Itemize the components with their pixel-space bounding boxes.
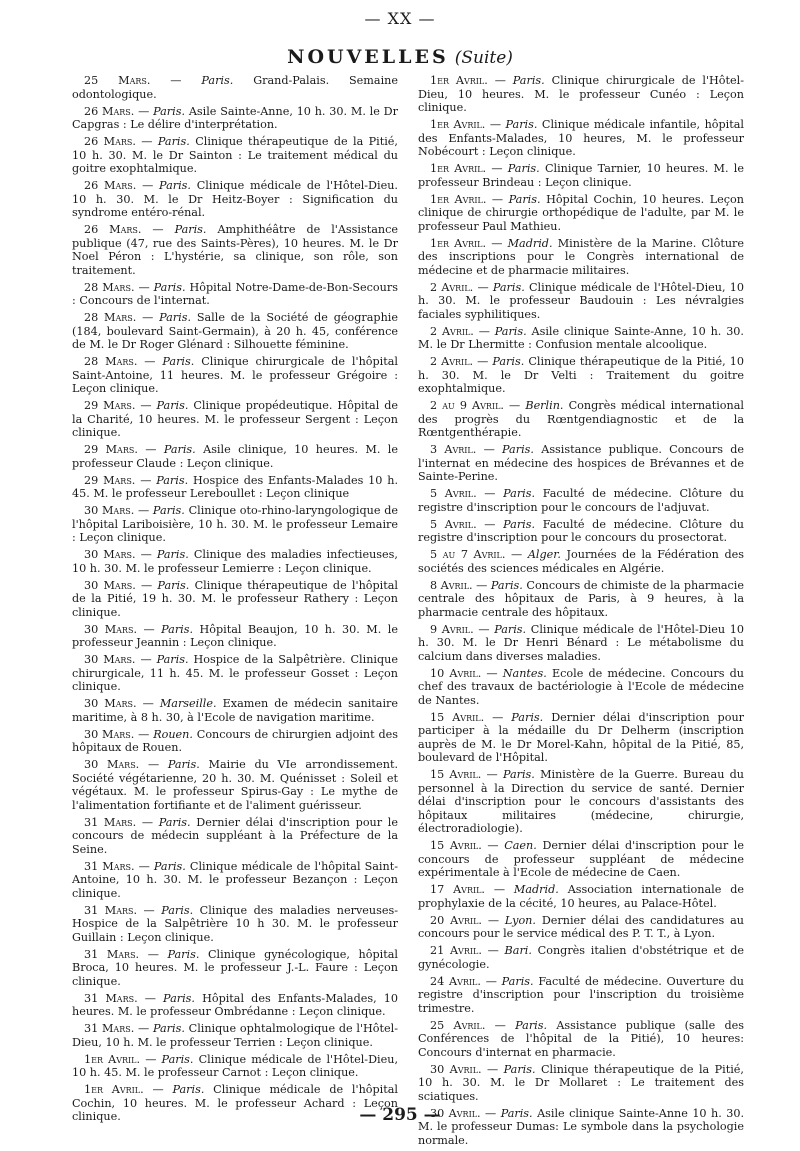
entry-place: Bari. — [504, 944, 532, 957]
news-entry: 30 Mars. — Paris. Mairie du VIe arrondissement. Société végétarienne, 20 h. 30. M. Quénisset : Soleil et végétaux. M. le professeur Spirus-Gay : Le mythe de l'alimentation fortifiante et de l'aliment guérisseur. — [72, 758, 398, 812]
news-entry: 24 Avril. — Paris. Faculté de médecine. Ouverture du registre d'inscription pour l'inscription du troisième trimestre. — [418, 974, 744, 1015]
entry-text: Faculté de médecine. Clôture du registre d'inscription pour le concours du prosectorat. — [418, 517, 744, 544]
news-entry: 2 Avril. — Paris. Asile clinique Sainte-Anne, 10 h. 30. M. le Dr Lhermitte : Confusion mentale alcoolique. — [418, 324, 744, 351]
entry-text: Congrès médical international des progrès du Rœntgendiagnostic et de la Rœntgenthérapie. — [418, 399, 744, 439]
entry-place: Paris. — [163, 443, 196, 456]
entry-date: 31 Mars. — [84, 991, 138, 1005]
entry-text: Salle de la Société de géographie (184, boulevard Saint-Germain), à 20 h. 45, conférence de M. le Dr Roger Glénard : Silhouette féminine. — [72, 311, 398, 351]
entry-date: 1er Avril. — [430, 74, 488, 87]
entry-place: Madrid. — [507, 236, 553, 250]
entry-date: 29 Mars. — [84, 473, 136, 487]
entry-place: Madrid. — [513, 883, 559, 896]
entry-place: Paris. — [163, 991, 195, 1005]
entry-place: Paris. — [161, 622, 194, 636]
entry-place: Paris. — [156, 399, 189, 412]
entry-text: Dernier délai des candidatures au concours pour le service médical des P. T. T., à Lyon. — [418, 913, 745, 940]
entry-text: Asile Sainte-Anne, 10 h. 30. M. le Dr Capgras : Le délire d'interprétation. — [72, 104, 398, 131]
news-entry: 31 Mars. — Paris. Clinique médicale de l'hôpital Saint-Antoine, 10 h. 30. M. le professeur Bezançon : Leçon clinique. — [72, 859, 398, 900]
section-title — [0, 46, 800, 68]
entry-date: 1er Avril. — [430, 236, 487, 250]
entry-text: Clinique thérapeutique de la Pitié, 10 h. 30. M. le Dr Mollaret : Le traitement des sciatiques. — [418, 1062, 744, 1103]
news-entry: 1er Avril. — Paris. Hôpital Cochin, 10 heures. Leçon clinique de chirurgie orthopédique de l'adulte, par M. le professeur Paul Mathieu. — [418, 192, 744, 233]
entry-date: 5 Avril. — [430, 517, 477, 531]
entry-date: 3 Avril. — [430, 443, 477, 456]
entry-place: Paris. — [161, 903, 194, 917]
entry-text: Clinique gynécologique, hôpital Broca, 10 heures. M. le professeur J.-L. Faure : Leçon clinique. — [72, 947, 398, 988]
entry-place: Marseille. — [159, 697, 217, 710]
entry-place: Paris. — [159, 311, 192, 324]
entry-text: Ecole de médecine. Concours du chef des travaux de bactériologie à l'Ecole de médecine de Nantes. — [418, 666, 745, 707]
entry-place: Paris. — [172, 1083, 205, 1096]
entry-place: Paris. — [503, 487, 536, 500]
news-entry: 28 Mars. — Paris. Salle de la Société de géographie (184, boulevard Saint-Germain), à 20 h. 45, conférence de M. le Dr Roger Glénard : Silhouette féminine. — [72, 311, 398, 351]
entry-place: Paris. — [167, 947, 200, 961]
title-main: NOUVELLES — [287, 46, 449, 68]
news-entry: 31 Mars. — Paris. Dernier délai d'inscription pour le concours de médecin suppléant à la Préfecture de la Seine. — [72, 815, 398, 856]
entry-text: Dernier délai d'inscription pour le concours de professeur suppléant de médecine expérimentale à l'Ecole de médecine de Caen. — [418, 839, 744, 879]
entry-text: Concours de chirurgien adjoint des hôpitaux de Rouen. — [72, 727, 398, 754]
news-entry: 5 Avril. — Paris. Faculté de médecine. Clôture du registre d'inscription pour le concours de l'adjuvat. — [418, 487, 744, 514]
entry-date: 21 Avril. — [430, 944, 482, 957]
entry-text: Clinique oto-rhino-laryngologique de l'hôpital Lariboisière, 10 h. 30. M. le professeur Lemaire : Leçon clinique. — [72, 504, 398, 544]
entry-text: Dernier délai d'inscription pour participer à la médaille du Dr Delherm (inscription auprès de M. le Dr Morel-Kahn, hôpital de la Pitié, 85, boulevard de l'Hôpital. — [418, 710, 744, 764]
news-entry: 2 Avril. — Paris. Clinique médicale de l'Hôtel-Dieu, 10 h. 30. M. le professeur Baudouin : Les névralgies faciales syphilitiques. — [418, 280, 744, 321]
entry-text: Ministère de la Marine. Clôture des inscriptions pour le Congrès international de médecine et de pharmacie militaires. — [418, 236, 744, 277]
entry-text: Asile clinique, 10 heures. M. le professeur Claude : Leçon clinique. — [72, 443, 398, 470]
news-entry: 30 Mars. — Marseille. Examen de médecin sanitaire maritime, à 8 h. 30, à l'Ecole de navigation maritime. — [72, 697, 398, 724]
news-entry: 30 Mars. — Paris. Clinique des maladies infectieuses, 10 h. 30. M. le professeur Lemierre : Leçon clinique. — [72, 548, 398, 575]
news-entry: 29 Mars. — Paris. Hospice des Enfants-Malades 10 h. 45. M. le professeur Lereboullet : Leçon clinique — [72, 473, 399, 500]
entry-text: Journées de la Fédération des sociétés des sciences médicales en Algérie. — [418, 548, 744, 575]
entry-date: 30 Mars. — [84, 622, 137, 636]
news-entry: 31 Mars. — Paris. Hôpital des Enfants-Malades, 10 heures. M. le professeur Ombrédanne : Leçon clinique. — [72, 991, 398, 1018]
entry-place: Paris. — [156, 473, 189, 487]
entry-place: Paris. — [201, 74, 234, 87]
entry-place: Paris. — [153, 280, 186, 294]
entry-text: Clinique des maladies nerveuses-Hospice de la Salpêtrière 10 h 30. M. le professeur Guillain : Leçon clinique. — [72, 903, 398, 944]
roman-page-number: — XX — — [364, 9, 436, 28]
entry-place: Paris. — [156, 653, 189, 666]
entry-date: 2 au 9 Avril. — [430, 399, 504, 412]
entry-date: 26 Mars. — [84, 135, 136, 148]
entry-date: 1er Avril. — [430, 118, 486, 131]
entry-text: Dernier délai d'inscription pour le concours de médecin suppléant à la Préfecture de la Seine. — [72, 815, 398, 856]
entry-date: 20 Avril. — [430, 913, 482, 927]
news-entry: 30 Avril. — Paris. Asile clinique Sainte-Anne 10 h. 30. M. le professeur Dumas: Le symbole dans la psychologie normale. — [418, 1106, 744, 1147]
entry-text: Association internationale de prophylaxie de la cécité, 10 heures, au Palace-Hôtel. — [418, 883, 744, 910]
entry-place: Caen. — [504, 839, 537, 852]
news-entry: 28 Mars. — Paris. Hôpital Notre-Dame-de-Bon-Secours : Concours de l'internat. — [72, 280, 398, 307]
entry-date: 9 Avril. — [430, 622, 474, 636]
entry-place: Paris. — [503, 1062, 536, 1076]
news-entry: 29 Mars. — Paris. Clinique propédeutique. Hôpital de la Charité, 10 heures. M. le professeur Sergent : Leçon clinique. — [72, 399, 399, 439]
entry-text: Faculté de médecine. Clôture du registre d'inscription pour le concours de l'adjuvat. — [418, 487, 744, 514]
entry-date: 30 Mars. — [84, 578, 136, 592]
entry-date: 30 Mars. — [84, 727, 135, 741]
entry-text: Clinique chirurgicale de l'hôpital Saint-Antoine, 11 heures. M. le professeur Grégoire : Leçon clinique. — [72, 355, 398, 395]
news-entry: 15 Avril. — Paris. Ministère de la Guerre. Bureau du personnel à la Direction du service de santé. Dernier délai d'inscription pour le concours d'assistants des hôpitaux militaires (médecine, chirurgie, électroradiologie). — [418, 768, 744, 835]
news-entry: 21 Avril. — Bari. Congrès italien d'obstétrique et de gynécologie. — [418, 944, 744, 971]
entry-text: Hospice des Enfants-Malades 10 h. 45. M. le professeur Lereboullet : Leçon clinique — [72, 473, 399, 500]
entry-text: Grand-Palais. Semaine odontologique. — [72, 74, 398, 101]
entry-text: Ministère de la Guerre. Bureau du personnel à la Direction du service de santé. Dernier délai d'inscription pour le concours d'assistants des hôpitaux militaires (médecine, chirurgie, électroradiologie). — [418, 768, 744, 835]
entry-place: Berlin. — [525, 399, 564, 412]
entry-text: Clinique Tarnier, 10 heures. M. le professeur Brindeau : Leçon clinique. — [418, 162, 744, 189]
news-entry: 26 Mars. — Paris. Asile Sainte-Anne, 10 h. 30. M. le Dr Capgras : Le délire d'interprétation. — [72, 104, 398, 131]
entry-date: 28 Mars. — [84, 311, 137, 324]
news-entry: 31 Mars. — Paris. Clinique ophtalmologique de l'Hôtel-Dieu, 10 h. M. le professeur Terrien : Leçon clinique. — [72, 1022, 398, 1049]
entry-text: Hôpital Cochin, 10 heures. Leçon clinique de chirurgie orthopédique de l'adulte, par M. le professeur Paul Mathieu. — [418, 192, 744, 233]
entry-place: Paris. — [511, 710, 544, 724]
entry-place: Paris. — [167, 758, 200, 771]
entry-date: 30 Mars. — [84, 548, 136, 561]
entry-place: Paris. — [162, 355, 195, 368]
news-entry: 15 Avril. — Paris. Dernier délai d'inscription pour participer à la médaille du Dr Delherm (inscription auprès de M. le Dr Morel-Kahn, hôpital de la Pitié, 85, boulevard de l'Hôpital. — [418, 710, 744, 764]
news-entry: 30 Mars. — Paris. Hôpital Beaujon, 10 h. 30. M. le professeur Jeannin : Leçon clinique. — [72, 622, 398, 649]
entry-date: 15 Avril. — [430, 768, 482, 781]
entry-place: Paris. — [515, 1018, 548, 1032]
entry-place: Paris. — [508, 192, 541, 206]
entry-text: Clinique chirurgicale de l'Hôtel-Dieu, 10 heures. M. le professeur Cunéo : Leçon clinique. — [418, 74, 745, 114]
news-entry: 26 Mars. — Paris. Clinique médicale de l'Hôtel-Dieu. 10 h. 30. M. le Dr Heitz-Boyer : Signification du syndrome entéro-rénal. — [72, 179, 398, 219]
entry-place: Rouen. — [153, 727, 193, 741]
entry-date: 31 Mars. — [84, 859, 135, 873]
news-entry: 2 au 9 Avril. — Berlin. Congrès médical international des progrès du Rœntgendiagnostic et de la Rœntgenthérapie. — [418, 399, 744, 439]
entry-text: Clinique ophtalmologique de l'Hôtel-Dieu, 10 h. M. le professeur Terrien : Leçon clinique. — [72, 1022, 398, 1049]
entry-date: 31 Mars. — [84, 903, 138, 917]
entry-place: Paris. — [159, 179, 191, 192]
entry-place: Alger. — [527, 548, 561, 561]
entry-date: 30 Mars. — [84, 758, 140, 771]
entry-date: 28 Mars. — [84, 280, 135, 294]
entry-place: Paris. — [490, 578, 523, 592]
news-entry: 1er Avril. — Paris. Clinique Tarnier, 10 heures. M. le professeur Brindeau : Leçon clinique. — [418, 162, 744, 189]
entry-date: 24 Avril. — [430, 974, 481, 988]
entry-text: Clinique propédeutique. Hôpital de la Charité, 10 heures. M. le professeur Sergent : Leçon clinique. — [72, 399, 399, 439]
entry-text: Clinique médicale de l'Hôtel-Dieu 10 h. 30. M. le Dr Henri Bénard : Le métabolisme du calcium dans diverses maladies. — [418, 622, 744, 663]
entry-date: 2 Avril. — [430, 355, 474, 368]
entry-text: Assistance publique. Concours de l'internat en médecine des hospices de Brévannes et de Sainte-Perine. — [418, 443, 744, 483]
news-entry: 28 Mars. — Paris. Clinique chirurgicale de l'hôpital Saint-Antoine, 11 heures. M. le professeur Grégoire : Leçon clinique. — [72, 355, 398, 395]
news-entry: 30 Mars. — Paris. Hospice de la Salpêtrière. Clinique chirurgicale, 11 h. 45. M. le professeur Gosset : Leçon clinique. — [72, 653, 398, 693]
entry-date: 26 Mars. — [84, 223, 142, 236]
entry-text: Hôpital Beaujon, 10 h. 30. M. le professeur Jeannin : Leçon clinique. — [72, 622, 398, 649]
entry-text: Faculté de médecine. Ouverture du registre d'inscription pour l'inscription du troisième trimestre. — [418, 974, 744, 1015]
entry-text: Mairie du VIe arrondissement. Société végétarienne, 20 h. 30. M. Quénisset : Soleil et végétaux. M. le professeur Spirus-Gay : Le mythe de l'alimentation fortifiante et de l'aliment guérisseur. — [72, 758, 398, 812]
news-entry: 31 Mars. — Paris. Clinique des maladies nerveuses-Hospice de la Salpêtrière 10 h 30. M. le professeur Guillain : Leçon clinique. — [72, 903, 398, 944]
entry-place: Paris. — [152, 504, 185, 517]
entry-date: 30 Mars. — [84, 697, 137, 710]
entry-date: 31 Mars. — [84, 1022, 135, 1035]
entry-date: 25 Avril. — [430, 1018, 486, 1032]
entry-text: Hôpital Notre-Dame-de-Bon-Secours : Concours de l'internat. — [72, 280, 398, 307]
entry-place: Paris. — [512, 74, 545, 87]
news-entry: 1er Avril. — Paris. Clinique médicale de l'hôpital Cochin, 10 heures. M. le professeur Achard : Leçon clinique. — [72, 1083, 398, 1123]
news-entry: 15 Avril. — Caen. Dernier délai d'inscription pour le concours de professeur suppléant de médecine expérimentale à l'Ecole de médecine de Caen. — [418, 839, 744, 879]
title-subtitle: (Suite) — [454, 48, 513, 68]
news-entry: 30 Mars. — Paris. Clinique thérapeutique de l'hôpital de la Pitié, 19 h. 30. M. le professeur Rathery : Leçon clinique. — [72, 578, 398, 619]
entry-date: 2 Avril. — [430, 280, 474, 294]
entry-date: 26 Mars. — [84, 104, 135, 118]
entry-date: 29 Mars. — [84, 443, 138, 456]
entry-place: Paris. — [157, 135, 190, 148]
news-entry: 30 Avril. — Paris. Clinique thérapeutique de la Pitié, 10 h. 30. M. le Dr Mollaret : Le traitement des sciatiques. — [418, 1062, 744, 1103]
entry-place: Paris. — [500, 1106, 533, 1120]
entry-place: Paris. — [502, 443, 534, 456]
entry-date: 1er Avril. — [84, 1052, 141, 1066]
entry-place: Paris. — [174, 223, 207, 236]
entry-date: 28 Mars. — [84, 355, 138, 368]
entry-place: Paris. — [507, 162, 540, 175]
entry-text: Clinique médicale de l'hôpital Saint-Antoine, 10 h. 30. M. le professeur Bezançon : Leçon clinique. — [72, 859, 398, 900]
news-entry: 10 Avril. — Nantes. Ecole de médecine. Concours du chef des travaux de bactériologie à l'Ecole de médecine de Nantes. — [418, 666, 745, 707]
entry-place: Paris. — [157, 578, 190, 592]
entry-place: Paris. — [505, 118, 538, 131]
entry-place: Paris. — [153, 859, 186, 873]
entry-place: Paris. — [494, 622, 527, 636]
news-entry: 1er Avril. — Paris. Clinique médicale de l'Hôtel-Dieu, 10 h. 45. M. le professeur Carnot : Leçon clinique. — [72, 1052, 398, 1079]
entry-text: Concours de chimiste de la pharmacie centrale des hôpitaux de Paris, à 9 heures, à la pharmacie centrale des hôpitaux. — [418, 578, 745, 619]
news-entry: 26 Mars. — Paris. Clinique thérapeutique de la Pitié, 10 h. 30. M. le Dr Sainton : Le traitement médical du goitre exophtalmique. — [72, 135, 398, 175]
entry-text: Clinique médicale de l'Hôtel-Dieu, 10 h. 30. M. le professeur Baudouin : Les névralgies faciales syphilitiques. — [418, 280, 744, 321]
news-entry: 20 Avril. — Lyon. Dernier délai des candidatures au concours pour le service médical des P. T. T., à Lyon. — [418, 913, 745, 940]
entry-text: Clinique des maladies infectieuses, 10 h. 30. M. le professeur Lemierre : Leçon clinique. — [72, 548, 398, 575]
entry-date: 26 Mars. — [84, 179, 137, 192]
entry-text: Hôpital des Enfants-Malades, 10 heures. M. le professeur Ombrédanne : Leçon clinique. — [72, 991, 398, 1018]
entry-date: 17 Avril. — [430, 883, 485, 896]
news-entry: 25 Avril. — Paris. Assistance publique (salle des Conférences de l'hôpital de la Pitié), 10 heures: Concours d'internat en pharmacie. — [418, 1018, 744, 1059]
news-entry: 31 Mars. — Paris. Clinique gynécologique, hôpital Broca, 10 heures. M. le professeur J.-L. Faure : Leçon clinique. — [72, 947, 398, 988]
entry-text: Clinique médicale infantile, hôpital des Enfants-Malades, 10 heures, M. le professeur Nobécourt : Leçon clinique. — [418, 118, 744, 158]
entry-place: Paris. — [161, 1052, 194, 1066]
news-entry: 9 Avril. — Paris. Clinique médicale de l'Hôtel-Dieu 10 h. 30. M. le Dr Henri Bénard : Le métabolisme du calcium dans diverses maladies. — [418, 622, 744, 663]
left-column — [72, 74, 398, 1127]
news-entry: 17 Avril. — Madrid. Association internationale de prophylaxie de la cécité, 10 heures, au Palace-Hôtel. — [418, 883, 744, 910]
entry-date: 2 Avril. — [430, 324, 474, 338]
entry-text: Amphithéâtre de l'Assistance publique (47, rue des Saints-Pères), 10 heures. M. le Dr Noel Péron : L'hystérie, sa clinique, son rôle, son traitement. — [72, 223, 398, 277]
entry-date: 1er Avril. — [430, 192, 487, 206]
entry-date: 1er Avril. — [430, 162, 487, 175]
news-entry: 1er Avril. — Paris. Clinique médicale infantile, hôpital des Enfants-Malades, 10 heures, M. le professeur Nobécourt : Leçon clinique. — [418, 118, 744, 158]
news-entry: 1er Avril. — Paris. Clinique chirurgicale de l'Hôtel-Dieu, 10 heures. M. le professeur Cunéo : Leçon clinique. — [418, 74, 745, 114]
entry-text: Clinique thérapeutique de l'hôpital de la Pitié, 19 h. 30. M. le professeur Rathery : Leçon clinique. — [72, 578, 398, 619]
entry-text: Clinique thérapeutique de la Pitié, 10 h. 30. M. le Dr Sainton : Le traitement médical du goitre exophtalmique. — [72, 135, 398, 175]
entry-date: 30 Mars. — [84, 504, 135, 517]
entry-text: Asile clinique Sainte-Anne, 10 h. 30. M. le Dr Lhermitte : Confusion mentale alcoolique. — [418, 324, 744, 351]
page-folio: — 295 — — [359, 1105, 441, 1125]
entry-date: 30 Mars. — [84, 653, 136, 666]
entry-date: 1er Avril. — [84, 1083, 144, 1096]
entry-date: 30 Avril. — [430, 1106, 481, 1120]
entry-date: 30 Avril. — [430, 1062, 482, 1076]
entry-date: 25 Mars. — [84, 74, 151, 87]
news-entry: 2 Avril. — Paris. Clinique thérapeutique de la Pitié, 10 h. 30. M. le Dr Velti : Traitement du goitre exophtalmique. — [418, 355, 744, 395]
entry-date: 15 Avril. — [430, 839, 482, 852]
news-entry: 30 Mars. — Rouen. Concours de chirurgien adjoint des hôpitaux de Rouen. — [72, 727, 398, 754]
news-entry: 26 Mars. — Paris. Amphithéâtre de l'Assistance publique (47, rue des Saints-Pères), 10 heures. M. le Dr Noel Péron : L'hystérie, sa clinique, son rôle, son traitement. — [72, 223, 398, 277]
news-entry: 5 Avril. — Paris. Faculté de médecine. Clôture du registre d'inscription pour le concours du prosectorat. — [418, 517, 744, 544]
entry-text: Examen de médecin sanitaire maritime, à 8 h. 30, à l'Ecole de navigation maritime. — [72, 697, 398, 724]
entry-place: Paris. — [503, 517, 536, 531]
entry-text: Asile clinique Sainte-Anne 10 h. 30. M. le professeur Dumas: Le symbole dans la psychologie normale. — [418, 1106, 744, 1147]
entry-place: Paris. — [492, 355, 525, 368]
news-entry: 5 au 7 Avril. — Alger. Journées de la Fédération des sociétés des sciences médicales en Algérie. — [418, 548, 744, 575]
entry-place: Paris. — [502, 768, 535, 781]
entry-place: Nantes. — [502, 666, 547, 680]
entry-place: Paris. — [152, 1022, 185, 1035]
entry-place: Paris. — [494, 324, 527, 338]
entry-place: Paris. — [156, 548, 189, 561]
entry-text: Congrès italien d'obstétrique et de gynécologie. — [418, 944, 744, 971]
entry-text: Clinique médicale de l'hôpital Cochin, 10 heures. M. le professeur Achard : Leçon clinique. — [72, 1083, 398, 1123]
news-entry: 8 Avril. — Paris. Concours de chimiste de la pharmacie centrale des hôpitaux de Paris, à 9 heures, à la pharmacie centrale des hôpitaux. — [418, 578, 745, 619]
news-entry: 29 Mars. — Paris. Asile clinique, 10 heures. M. le professeur Claude : Leçon clinique. — [72, 443, 398, 470]
entry-date: 31 Mars. — [84, 947, 140, 961]
entry-text: Clinique thérapeutique de la Pitié, 10 h. 30. M. le Dr Velti : Traitement du goitre exophtalmique. — [418, 355, 744, 395]
entry-date: 5 Avril. — [430, 487, 477, 500]
entry-date: 15 Avril. — [430, 710, 485, 724]
entry-date: 8 Avril. — [430, 578, 473, 592]
entry-date: 29 Mars. — [84, 399, 136, 412]
entry-text: Assistance publique (salle des Conférences de l'hôpital de la Pitié), 10 heures: Concours d'internat en pharmacie. — [418, 1018, 744, 1059]
entry-place: Paris. — [158, 815, 191, 829]
entry-date: 5 au 7 Avril. — [430, 548, 506, 561]
entry-text: Clinique médicale de l'Hôtel-Dieu. 10 h. 30. M. le Dr Heitz-Boyer : Signification du syndrome entéro-rénal. — [72, 179, 398, 219]
entry-place: Paris. — [153, 104, 186, 118]
entry-place: Lyon. — [504, 913, 536, 927]
news-entry: 30 Mars. — Paris. Clinique oto-rhino-laryngologique de l'hôpital Lariboisière, 10 h. 30. M. le professeur Lemaire : Leçon clinique. — [72, 504, 398, 544]
news-entry: 25 Mars. — Paris. Grand-Palais. Semaine odontologique. — [72, 74, 398, 101]
entry-place: Paris. — [492, 280, 525, 294]
entry-date: 31 Mars. — [84, 815, 137, 829]
news-entry: 3 Avril. — Paris. Assistance publique. Concours de l'internat en médecine des hospices de Brévannes et de Sainte-Perine. — [418, 443, 744, 483]
entry-text: Hospice de la Salpêtrière. Clinique chirurgicale, 11 h. 45. M. le professeur Gosset : Leçon clinique. — [72, 653, 398, 693]
news-entry: 1er Avril. — Madrid. Ministère de la Marine. Clôture des inscriptions pour le Congrès international de médecine et de pharmacie militaires. — [418, 236, 744, 277]
entry-text: Clinique médicale de l'Hôtel-Dieu, 10 h. 45. M. le professeur Carnot : Leçon clinique. — [72, 1052, 398, 1079]
entry-place: Paris. — [501, 974, 534, 988]
entry-date: 10 Avril. — [430, 666, 482, 680]
right-column — [418, 74, 744, 1151]
